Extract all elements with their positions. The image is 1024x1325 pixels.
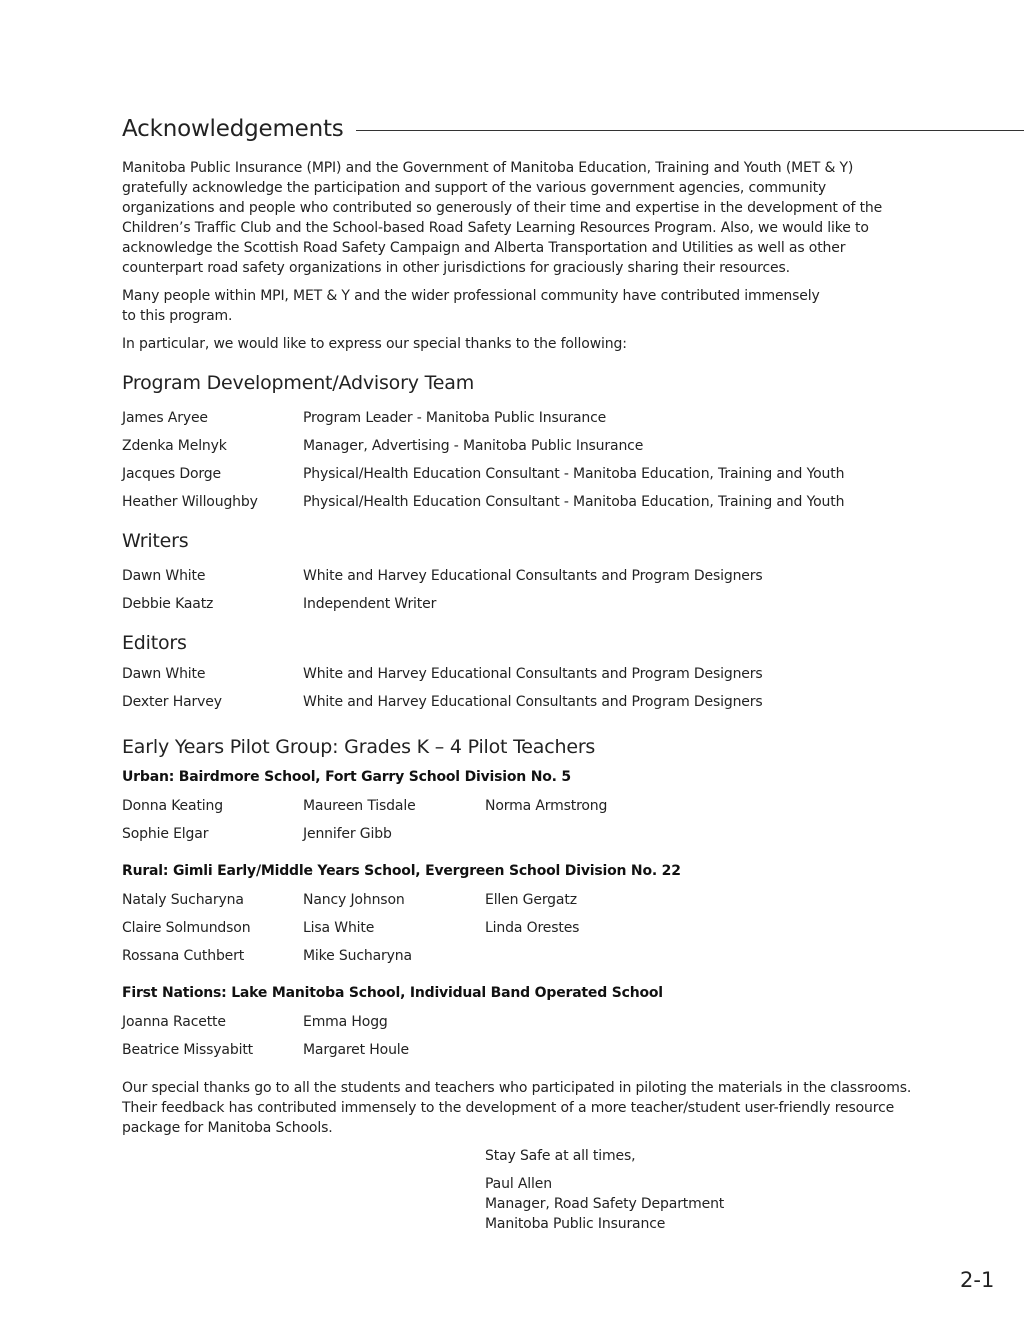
member-role: Manager, Advertising - Manitoba Public Insurance	[303, 438, 644, 454]
member-role: White and Harvey Educational Consultants and Program Designers	[303, 568, 763, 584]
title-bar	[0, 116, 902, 148]
editors-heading: Editors	[122, 632, 187, 654]
signature-name: Paul Allen	[485, 1176, 552, 1192]
teacher-name: Donna Keating	[122, 798, 223, 814]
pilot-heading: Early Years Pilot Group: Grades K – 4 Pilot Teachers	[122, 736, 596, 758]
member-name: Heather Willoughby	[122, 494, 258, 510]
signature-position: Manager, Road Safety Department	[485, 1196, 725, 1212]
member-role: White and Harvey Educational Consultants and Program Designers	[303, 666, 763, 682]
teacher-name: Maureen Tisdale	[303, 798, 416, 814]
teacher-name: Emma Hogg	[303, 1014, 388, 1030]
member-role: Independent Writer	[303, 596, 437, 612]
teacher-name: Ellen Gergatz	[485, 892, 577, 908]
member-role: Physical/Health Education Consultant - Manitoba Education, Training and Youth	[303, 466, 845, 482]
teacher-name: Mike Sucharyna	[303, 948, 412, 964]
rural-school-heading: Rural: Gimli Early/Middle Years School, Evergreen School Division No. 22	[122, 863, 681, 879]
first-nations-school-heading: First Nations: Lake Manitoba School, Individual Band Operated School	[122, 985, 663, 1001]
teacher-name: Rossana Cuthbert	[122, 948, 245, 964]
signature-organization: Manitoba Public Insurance	[485, 1216, 666, 1232]
teacher-name: Lisa White	[303, 920, 375, 936]
member-name: Jacques Dorge	[122, 466, 221, 482]
member-role: White and Harvey Educational Consultants and Program Designers	[303, 694, 763, 710]
writers-heading: Writers	[122, 530, 189, 552]
member-name: Zdenka Melnyk	[122, 438, 227, 454]
teacher-name: Nancy Johnson	[303, 892, 405, 908]
advisory-heading: Program Development/Advisory Team	[122, 372, 474, 394]
intro-paragraph: Manitoba Public Insurance (MPI) and the Government of Manitoba Education, Training and Youth (MET & Y) gratefully acknowledge the participation and support of the various government agencies, community organizations and people who contributed so generously of their time and expertise in the development of the Children’s Traffic Club and the School-based Road Safety Learning Resources Program. Also, we would like to acknowledge the Scottish Road Safety Campaign and Alberta Transportation and Utilities as well as other counterpart road safety organizations in other jurisdictions for graciously sharing their resources.	[122, 160, 883, 276]
teacher-name: Sophie Elgar	[122, 826, 209, 842]
teacher-name: Nataly Sucharyna	[122, 892, 244, 908]
urban-school-heading: Urban: Bairdmore School, Fort Garry School Division No. 5	[122, 769, 571, 785]
member-name: Dawn White	[122, 666, 206, 682]
teacher-name: Linda Orestes	[485, 920, 580, 936]
intro-paragraph-3: In particular, we would like to express our special thanks to the following:	[122, 336, 627, 352]
title-rule	[356, 130, 1024, 131]
teacher-name: Beatrice Missyabitt	[122, 1042, 254, 1058]
member-name: Dawn White	[122, 568, 206, 584]
teacher-name: Norma Armstrong	[485, 798, 608, 814]
intro-paragraph-2: Many people within MPI, MET & Y and the wider professional community have contributed immensely to this program.	[122, 288, 820, 324]
teacher-name: Claire Solmundson	[122, 920, 251, 936]
teacher-name: Jennifer Gibb	[303, 826, 392, 842]
member-role: Program Leader - Manitoba Public Insurance	[303, 410, 607, 426]
page-title: Acknowledgements	[122, 116, 344, 142]
member-name: James Aryee	[122, 410, 208, 426]
member-name: Dexter Harvey	[122, 694, 222, 710]
closing-paragraph: Our special thanks go to all the students and teachers who participated in piloting the materials in the classrooms. Their feedback has contributed immensely to the development of a more teacher/student user-friendly resource package for Manitoba Schools.	[122, 1080, 912, 1136]
member-role: Physical/Health Education Consultant - Manitoba Education, Training and Youth	[303, 494, 845, 510]
teacher-name: Margaret Houle	[303, 1042, 410, 1058]
signature-salutation: Stay Safe at all times,	[485, 1148, 636, 1164]
page-number: 2-1	[960, 1268, 995, 1292]
teacher-name: Joanna Racette	[122, 1014, 226, 1030]
member-name: Debbie Kaatz	[122, 596, 214, 612]
